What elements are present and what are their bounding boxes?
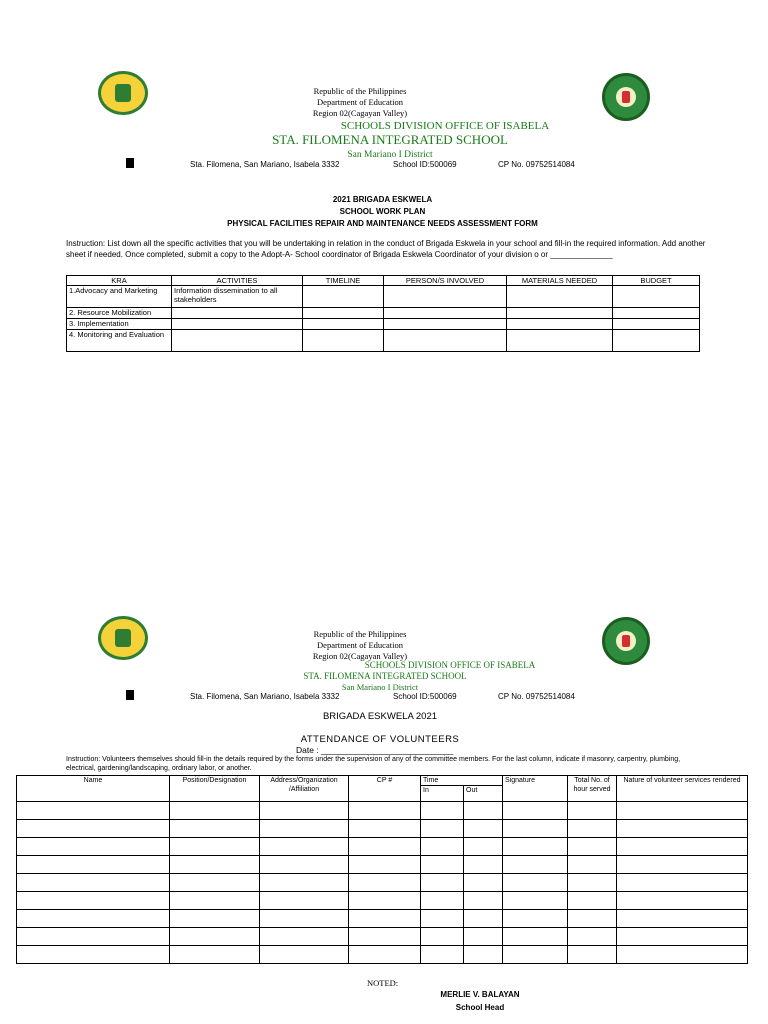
division-title: SCHOOLS DIVISION OFFICE OF ISABELA <box>364 660 536 670</box>
noted-label: NOTED: <box>367 978 399 988</box>
attendance-table <box>16 775 748 964</box>
division-title: SCHOOLS DIVISION OFFICE OF ISABELA <box>340 120 550 132</box>
republic-text: Republic of the Philippines <box>313 629 407 639</box>
school-name: STA. FILOMENA INTEGRATED SCHOOL <box>272 132 508 147</box>
region-text: Region 02(Cagayan Valley) <box>312 651 408 661</box>
col-total-hours: Total No. of hour served <box>568 776 617 802</box>
activities-cell <box>172 319 303 330</box>
activities-cell: Information dissemination to all stakeholders <box>172 286 303 308</box>
table-row <box>17 856 748 874</box>
table-row <box>17 946 748 964</box>
district-text: San Mariano I District <box>341 682 419 692</box>
address-text: Sta. Filomena, San Mariano, Isabela 3332 <box>190 692 340 701</box>
attendance-instruction: Instruction: Volunteers themselves should fill-in the details required by the forms under the supervision of any of the committee members. For the last column, indicate if masonry, carpentry, plumbing, electrical, gardening/landscaping, ordinary labor, or another. <box>66 756 681 772</box>
activities-cell <box>172 308 303 319</box>
activities-cell <box>172 330 303 352</box>
col-cp: CP # <box>349 776 421 802</box>
school-seal-logo <box>98 71 148 115</box>
col-timeline: TIMELINE <box>303 276 384 286</box>
table-row <box>67 319 700 330</box>
plan-title-form: PHYSICAL FACILITIES REPAIR AND MAINTENANCE NEEDS ASSESSMENT FORM <box>227 219 538 228</box>
school-seal-logo <box>98 616 148 660</box>
republic-text: Republic of the Philippines <box>313 86 407 96</box>
table-row <box>67 330 700 352</box>
deped-seal-logo <box>602 617 650 665</box>
kra-cell: 3. Implementation <box>67 319 172 330</box>
table-row <box>17 892 748 910</box>
table-row <box>17 874 748 892</box>
col-time: Time <box>421 776 503 786</box>
deped-seal-logo <box>602 73 650 121</box>
date-field[interactable]: Date : ____________________________ <box>296 745 454 755</box>
table-row <box>17 820 748 838</box>
cp-number-text: CP No. 09752514084 <box>498 692 575 701</box>
attendance-title-year: BRIGADA ESKWELA 2021 <box>322 711 438 722</box>
col-time-in: In <box>421 786 464 802</box>
col-signature: Signature <box>503 776 568 802</box>
department-text: Department of Education <box>317 97 403 107</box>
table-row <box>67 286 700 308</box>
school-name: STA. FILOMENA INTEGRATED SCHOOL <box>303 671 467 681</box>
home-icon <box>126 158 134 168</box>
col-budget: BUDGET <box>613 276 700 286</box>
col-name: Name <box>17 776 170 802</box>
col-materials: MATERIALS NEEDED <box>507 276 613 286</box>
table-row <box>17 928 748 946</box>
kra-cell: 2. Resource Mobilization <box>67 308 172 319</box>
table-row <box>17 838 748 856</box>
signatory-name: MERLIE V. BALAYAN <box>440 990 520 999</box>
work-plan-table <box>66 275 700 352</box>
school-id-text: School ID:500069 <box>393 160 457 169</box>
table-row <box>17 910 748 928</box>
col-activities: ACTIVITIES <box>172 276 303 286</box>
plan-title-workplan: SCHOOL WORK PLAN <box>339 207 426 216</box>
col-kra: KRA <box>67 276 172 286</box>
region-text: Region 02(Cagayan Valley) <box>312 108 408 118</box>
signatory-role: School Head <box>455 1003 505 1012</box>
table-row <box>67 308 700 319</box>
plan-title-year: 2021 BRIGADA ESKWELA <box>332 195 433 204</box>
home-icon <box>126 690 134 700</box>
col-address: Address/Organization /Affiliation <box>260 776 349 802</box>
cp-number-text: CP No. 09752514084 <box>498 160 575 169</box>
col-position: Position/Designation <box>170 776 260 802</box>
col-nature: Nature of volunteer services rendered <box>617 776 748 802</box>
table-row <box>17 802 748 820</box>
address-text: Sta. Filomena, San Mariano, Isabela 3332 <box>190 160 340 169</box>
kra-cell: 4. Monitoring and Evaluation <box>67 330 172 352</box>
school-id-text: School ID:500069 <box>393 692 457 701</box>
plan-instruction: Instruction: List down all the specific activities that you will be undertaking in relation in the conduct of Brigada Eskwela in your school and fill-in the required information. Add another sheet if needed. Once completed, submit a copy to the Adopt-A- School coordinator of Brigada Eskwela Coordinator of your division o or ______________ <box>66 239 706 259</box>
department-text: Department of Education <box>317 640 403 650</box>
attendance-title: ATTENDANCE OF VOLUNTEERS <box>300 734 460 745</box>
col-time-out: Out <box>464 786 503 802</box>
district-text: San Mariano I District <box>347 150 433 160</box>
kra-cell: 1.Advocacy and Marketing <box>67 286 172 308</box>
col-persons: PERSON/S INVOLVED <box>384 276 507 286</box>
